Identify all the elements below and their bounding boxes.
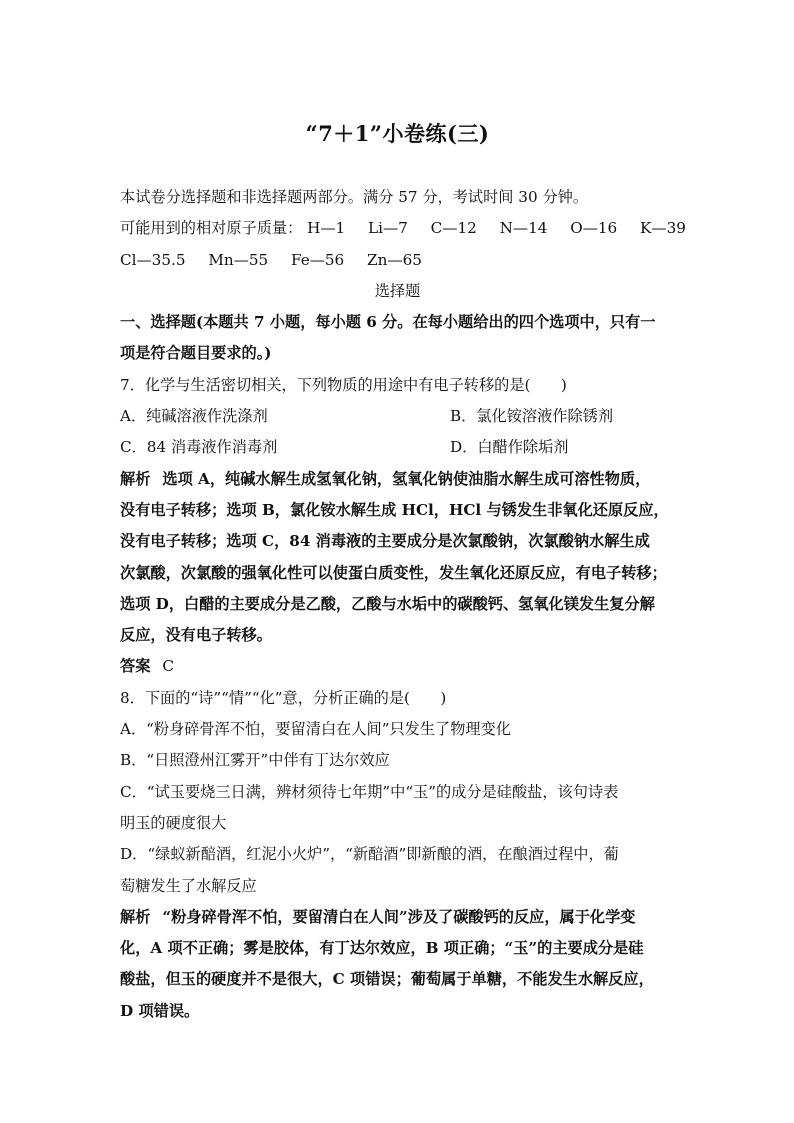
document-page	[120, 118, 686, 1027]
atomic-mass-li: Li—7	[368, 219, 408, 238]
question-7-option-c: C．84 消毒液作消毒剂	[120, 438, 278, 457]
question-7-answer	[120, 651, 675, 682]
question-8-option-a: A．“粉身碎骨浑不怕，要留清白在人间”只发生了物理变化	[120, 720, 511, 739]
question-8-option-b: B．“日照澄州江雾开”中伴有丁达尔效应	[120, 751, 390, 770]
question-7-analysis-line	[120, 464, 675, 495]
question-7-analysis-line: 没有电子转移；选项 C，84 消毒液的主要成分是次氯酸钠，次氯酸钠水解生成	[120, 532, 650, 551]
atomic-mass-h: H—1	[307, 219, 346, 238]
question-8-analysis-line: D 项错误。	[120, 1001, 200, 1020]
question-8-option-d: D．“绿蚁新醅酒，红泥小火炉”，“新醅酒”即新酿的酒，在酿酒过程中，葡	[120, 845, 619, 864]
atomic-mass-o: O—16	[570, 219, 618, 238]
question-7-option-b: B．氯化铵溶液作除锈剂	[450, 407, 614, 426]
intro-text: 本试卷分选择题和非选择题两部分。满分 57 分，考试时间 30 分钟。	[120, 188, 589, 206]
atomic-mass-line-1	[120, 213, 686, 244]
analysis-label: 解析	[120, 469, 151, 488]
question-7-analysis-line: 没有电子转移；选项 B，氯化铵水解生成 HCl，HCl 与锈发生非氧化还原反应，	[120, 500, 669, 519]
atomic-mass-zn: Zn—65	[367, 250, 422, 269]
question-8-analysis-line	[120, 902, 675, 933]
question-8-option-d-continued: 萄糖发生了水解反应	[120, 876, 257, 895]
atomic-mass-line-2	[120, 245, 675, 276]
question-7-analysis-line: 次氯酸，次氯酸的强氧化性可以使蛋白质变性，发生氧化还原反应，有电子转移；	[120, 563, 667, 582]
question-7-analysis-line: 反应，没有电子转移。	[120, 626, 272, 645]
question-8-option-c-continued: 明玉的硬度很大	[120, 813, 227, 832]
question-7-option-d: D．白醋作除垢剂	[450, 438, 569, 457]
analysis-label: 解析	[120, 907, 151, 926]
part-one-instruction-1: 一、选择题(本题共 7 小题，每小题 6 分。在每小题给出的四个选项中，只有一	[120, 313, 656, 332]
question-7-options-row-1	[120, 401, 675, 432]
atomic-mass-mn: Mn—55	[208, 250, 269, 269]
question-8-stem: 8．下面的“诗”“情”“化”意，分析正确的是( )	[120, 688, 447, 707]
intro-line	[120, 182, 675, 213]
question-8-option-c: C．“试玉要烧三日满，辨材须待七年期”中“玉”的成分是硅酸盐，该句诗表	[120, 782, 619, 801]
answer-label: 答案	[120, 657, 151, 676]
atomic-mass-n: N—14	[499, 219, 548, 238]
question-8-analysis-line: 化，A 项不正确；雾是胶体，有丁达尔效应，B 项正确；“玉”的主要成分是硅	[120, 939, 644, 958]
atomic-mass-c: C—12	[430, 219, 477, 238]
question-7-option-a: A．纯碱溶液作洗涤剂	[120, 407, 268, 426]
question-7-options-row-2	[120, 432, 675, 463]
question-7-stem: 7．化学与生活密切相关，下列物质的用途中有电子转移的是( )	[120, 375, 567, 394]
question-8-analysis-line: 酸盐，但玉的硬度并不是很大，C 项错误；葡萄属于单糖，不能发生水解反应，	[120, 970, 654, 989]
part-one-instruction-2: 项是符合题目要求的。)	[120, 344, 272, 363]
question-7-analysis-line: 选项 D，白醋的主要成分是乙酸，乙酸与水垢中的碳酸钙、氢氧化镁发生复分解	[120, 594, 655, 613]
atomic-mass-cl: Cl—35.5	[120, 250, 186, 269]
section-heading: 选择题	[374, 281, 421, 300]
atomic-mass-k: K—39	[640, 219, 686, 238]
analysis-text: 选项 A，纯碱水解生成氢氧化钠，氢氧化钠使油脂水解生成可溶性物质，	[162, 469, 651, 488]
analysis-text: “粉身碎骨浑不怕，要留清白在人间”涉及了碳酸钙的反应，属于化学变	[162, 907, 636, 926]
atomic-mass-fe: Fe—56	[291, 250, 345, 269]
answer-value: C	[162, 657, 174, 676]
page-title: “7＋1”小卷练(三)	[305, 121, 490, 146]
atomic-mass-label: 可能用到的相对原子质量：	[120, 219, 303, 238]
